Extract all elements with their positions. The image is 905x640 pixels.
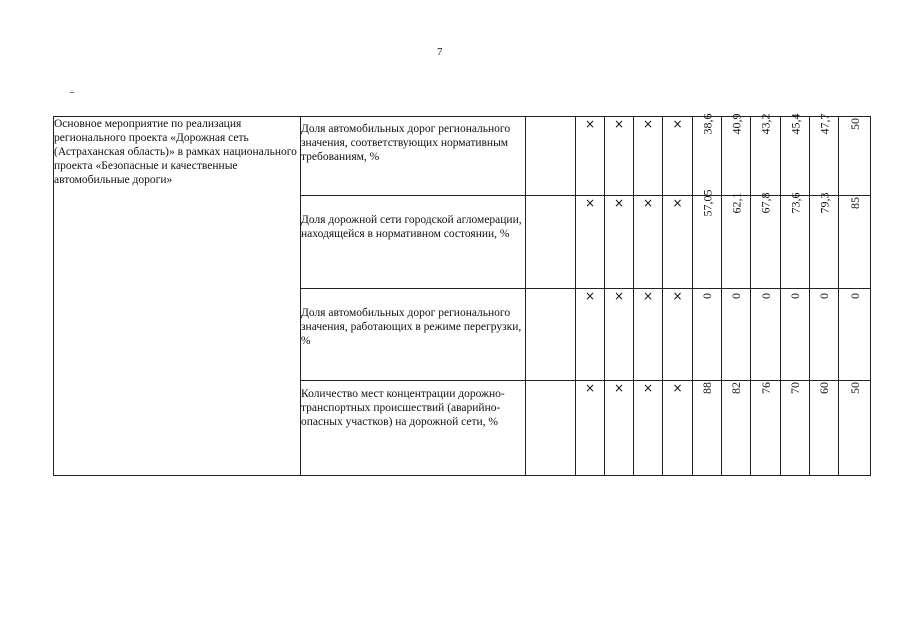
value-cell: 50 <box>847 382 862 394</box>
x-mark: × <box>672 117 683 131</box>
x-mark: × <box>584 381 596 395</box>
value-cell: 40,9 <box>729 113 743 135</box>
x-mark: × <box>642 289 654 303</box>
x-mark: × <box>613 196 625 210</box>
value-cell: 0 <box>700 293 714 299</box>
value-cell: 0 <box>847 293 862 299</box>
value-cell: 0 <box>788 293 802 299</box>
x-mark: × <box>672 196 683 210</box>
indicator-cell: Доля дорожной сети городской агломерации, находящейся в нормативном состоянии, % <box>301 196 526 289</box>
value-cell: 47,7 <box>817 113 831 135</box>
x-mark: × <box>613 381 625 395</box>
value-cell: 82 <box>729 382 743 394</box>
scan-mark <box>70 92 74 93</box>
empty-cell <box>526 289 576 381</box>
value-cell: 0 <box>729 293 743 299</box>
value-cell: 45,4 <box>788 113 802 135</box>
x-mark: × <box>672 381 683 395</box>
value-cell: 70 <box>788 382 802 394</box>
value-cell: 38,6 <box>700 113 714 135</box>
x-mark: × <box>642 381 654 395</box>
indicator-table <box>53 113 871 476</box>
activity-cell: Основное мероприятие по реализация регионального проекта «Дорожная сеть (Астраханская область)» в рамках национального проекта «Безопасные и качественные автомобильные дороги» <box>54 117 301 476</box>
indicator-cell: Количество мест концентрации дорожно-транспортных происшествий (аварийно-опасных участков) на дорожной сети, % <box>301 381 526 476</box>
empty-cell <box>526 117 576 196</box>
value-cell: 50 <box>847 118 862 130</box>
value-cell: 76 <box>758 382 773 394</box>
indicator-cell: Доля автомобильных дорог регионального значения, работающих в режиме перегрузки, % <box>301 289 526 381</box>
x-mark: × <box>584 196 596 210</box>
x-mark: × <box>642 117 654 131</box>
value-cell: 73,6 <box>788 192 802 214</box>
indicator-cell: Доля автомобильных дорог регионального значения, соответствующих нормативным требованиям, % <box>301 117 526 196</box>
value-cell: 88 <box>700 382 714 394</box>
value-cell: 0 <box>817 293 831 299</box>
x-mark: × <box>642 196 654 210</box>
empty-cell <box>526 381 576 476</box>
x-mark: × <box>584 117 596 131</box>
page-number: 7 <box>437 46 443 58</box>
value-cell: 79,3 <box>817 192 831 214</box>
value-cell: 57,05 <box>700 189 714 217</box>
empty-cell <box>526 196 576 289</box>
value-cell: 62,1 <box>729 192 743 214</box>
value-cell: 0 <box>758 293 773 299</box>
x-mark: × <box>613 289 625 303</box>
x-mark: × <box>613 117 625 131</box>
value-cell: 67,8 <box>758 192 773 214</box>
value-cell: 85 <box>847 197 862 209</box>
value-cell: 60 <box>817 382 831 394</box>
x-mark: × <box>584 289 596 303</box>
table-row <box>54 117 871 196</box>
x-mark: × <box>672 289 683 303</box>
value-cell: 43,2 <box>758 113 773 135</box>
